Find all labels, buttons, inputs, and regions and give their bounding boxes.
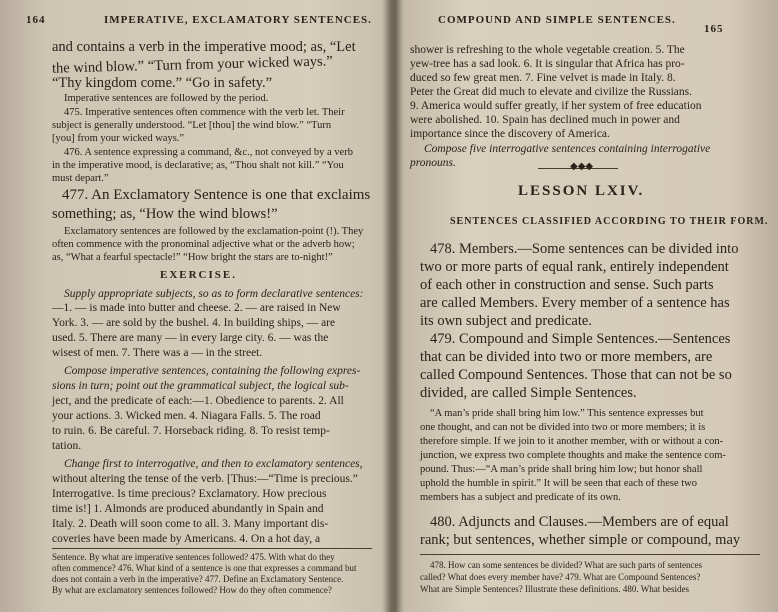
- text-line: “Thy kingdom come.” “Go in safety.”: [52, 75, 273, 91]
- footnote-line: What are Simple Sentences? Illustrate these definitions. 480. What besides: [420, 584, 690, 594]
- lesson-title: LESSON LXIV.: [518, 183, 645, 199]
- text-line: shower is refreshing to the whole vegetable creation. 5. The: [410, 44, 685, 56]
- text-line: two or more parts of equal rank, entirely independent: [420, 259, 729, 275]
- text-line: Exclamatory sentences are followed by the exclamation-point (!). They: [64, 226, 364, 237]
- footnote-line: Sentence. By what are imperative sentences followed? 475. With what do they: [52, 552, 335, 562]
- footnote-line: does not contain a verb in the imperative? 477. Define an Exclamatory Sentence.: [52, 574, 344, 584]
- text-line: junction, we express two complete thoughts and make the sentence com-: [420, 450, 726, 461]
- text-line: “A man’s pride shall bring him low.” This sentence expresses but: [430, 408, 704, 419]
- text-line: pronouns.: [410, 157, 456, 169]
- text-line: often commence with the pronominal adjective what or the adverb how;: [52, 239, 355, 250]
- footnote-rule: [420, 554, 760, 555]
- footnote-line: 478. How can some sentences be divided? What are such parts of sentences: [430, 560, 702, 570]
- text-line: Interrogative. Is time precious? Exclamatory. How precious: [52, 488, 327, 500]
- text-line: without altering the tense of the verb. [Thus:—“Time is precious.”: [52, 473, 358, 485]
- running-head: IMPERATIVE, EXCLAMATORY SENTENCES.: [104, 14, 372, 26]
- exercise-heading: EXERCISE.: [160, 269, 237, 281]
- text-line: 9. America would suffer greatly, if her system of free education: [410, 100, 702, 112]
- text-line: members has a subject and predicate of its own.: [420, 492, 621, 503]
- text-line: in the imperative mood, is declarative; as, “Thou shalt not kill.” “You: [52, 160, 344, 171]
- text-line: duced so few great men. 7. Fine velvet is made in Italy. 8.: [410, 72, 676, 84]
- text-line: that can be divided into two or more members, are: [420, 349, 713, 365]
- text-line: ject, and the predicate of each:—1. Obedience to parents. 2. All: [52, 395, 344, 407]
- text-line: are called Members. Every member of a sentence has: [420, 295, 730, 311]
- page-number: 164: [26, 14, 46, 26]
- text-line: 479. Compound and Simple Sentences.—Sentences: [430, 331, 731, 347]
- text-line: the wind blow.” “Turn from your wicked ways.”: [51, 53, 333, 77]
- text-line: rank; but sentences, whether simple or compound, may: [420, 532, 741, 548]
- footnote-line: By what are exclamatory sentences followed? How do they often commence?: [52, 585, 332, 595]
- right-page: [398, 0, 778, 612]
- ornament-icon: ◆◆◆: [570, 161, 594, 172]
- text-line: —1. — is made into butter and cheese. 2. — are raised in New: [52, 302, 341, 314]
- text-line: its own subject and predicate.: [420, 313, 592, 329]
- text-line: Peter the Great did much to elevate and civilize the Russians.: [410, 86, 692, 98]
- text-line: Supply appropriate subjects, so as to form declarative sentences:: [64, 288, 364, 300]
- text-line: must depart.”: [52, 173, 109, 184]
- text-line: importance since the discovery of America.: [410, 128, 610, 140]
- text-line: Compose imperative sentences, containing the following expres-: [64, 365, 361, 377]
- text-line: called Compound Sentences. Those that can not be so: [420, 367, 732, 383]
- text-line: subject is generally understood. “Let [thou] the wind blow.” “Turn: [52, 120, 332, 131]
- text-line: Italy. 2. Death will soon come to all. 3. Many important dis-: [52, 518, 329, 530]
- text-line: Compose five interrogative sentences containing interrogative: [424, 143, 711, 155]
- text-line: wisest of men. 7. There was a — in the street.: [52, 347, 263, 359]
- text-line: time is!] 1. Almonds are produced abundantly in Spain and: [52, 503, 324, 515]
- text-line: Imperative sentences are followed by the period.: [64, 93, 269, 104]
- text-line: and contains a verb in the imperative mood; as, “Let: [52, 39, 356, 55]
- page-number: 165: [704, 23, 724, 35]
- text-line: therefore simple. If we join to it another member, with or without a con-: [420, 436, 724, 447]
- text-line: were abolished. 10. Spain has declined much in power and: [410, 114, 680, 126]
- text-line: 478. Members.—Some sentences can be divided into: [430, 241, 739, 257]
- footnote-line: called? What does every member have? 479. What are Compound Sentences?: [420, 572, 701, 582]
- running-head: COMPOUND AND SIMPLE SENTENCES.: [438, 14, 676, 26]
- text-line: uphold the humble in spirit.” It will be seen that each of these two: [420, 478, 698, 489]
- text-line: one thought, and can not be divided into two or more members; it is: [420, 422, 706, 433]
- text-line: 475. Imperative sentences often commence with the verb let. Their: [64, 107, 345, 118]
- text-line: as, “What a fearful spectacle!” “How bright the stars are to-night!”: [52, 252, 333, 263]
- text-line: [you] from your wicked ways.”: [52, 133, 185, 144]
- text-line: yew-tree has a sad look. 6. It is singular that Africa has pro-: [410, 58, 685, 70]
- text-line: coveries have been made by Americans. 4. On a hot day, a: [52, 533, 321, 545]
- text-line: of each other in construction and sense. Such parts: [420, 277, 714, 293]
- text-line: to ruin. 6. Be careful. 7. Horseback riding. 8. To resist temp-: [52, 425, 330, 437]
- text-line: 476. A sentence expressing a command, &c., not conveyed by a verb: [64, 147, 353, 158]
- footnote-line: often commence? 476. What kind of a sentence is one that expresses a command but: [52, 563, 357, 573]
- text-line: divided, are called Simple Sentences.: [420, 385, 637, 401]
- text-line: 480. Adjuncts and Clauses.—Members are of equal: [430, 514, 729, 530]
- text-line: 477. An Exclamatory Sentence is one that exclaims: [62, 187, 371, 203]
- text-line: used. 5. There are many — in every large city. 6. — was the: [52, 332, 329, 344]
- footnote-rule: [52, 548, 372, 549]
- text-line: sions in turn; point out the grammatical subject, the logical sub-: [52, 380, 349, 392]
- text-line: pound. Thus:—“A man’s pride shall bring him low; but honor shall: [420, 464, 703, 475]
- text-line: your actions. 3. Wicked men. 4. Niagara Falls. 5. The road: [52, 410, 321, 422]
- text-line: tation.: [52, 440, 82, 452]
- text-line: something; as, “How the wind blows!”: [52, 206, 278, 222]
- text-line: York. 3. — are sold by the bushel. 4. In building ships, — are: [52, 317, 336, 329]
- section-heading: SENTENCES CLASSIFIED ACCORDING TO THEIR FORM.: [450, 216, 769, 227]
- text-line: Change first to interrogative, and then to exclamatory sentences,: [64, 458, 363, 470]
